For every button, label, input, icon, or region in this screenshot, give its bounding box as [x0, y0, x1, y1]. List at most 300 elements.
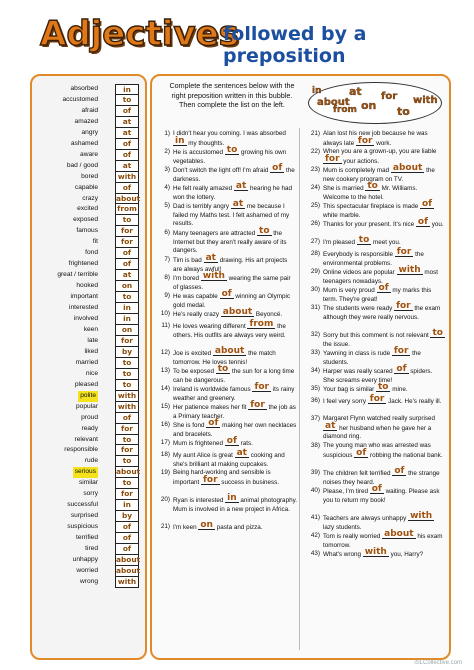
adjective-label: tired	[85, 545, 98, 553]
sentence-text-after: the issue.	[323, 340, 350, 348]
sentence-number: 39)	[310, 469, 320, 476]
sentence-text-before: She is married	[323, 185, 364, 192]
answer-blank[interactable]: about	[214, 346, 245, 356]
sentence-number: 23)	[310, 166, 320, 173]
sentence-text-before: Tom is really worried	[323, 533, 381, 540]
sentence-text-before: Thanks for your present. It's nice	[323, 221, 415, 228]
sentence-text-before: The students were ready	[323, 305, 393, 312]
preposition-cell[interactable]: in	[115, 84, 139, 95]
answer-blank[interactable]: of	[272, 163, 283, 173]
answer-blank[interactable]: at	[235, 181, 247, 191]
sentence-number: 36)	[310, 397, 320, 404]
preposition-cell[interactable]: to	[115, 292, 139, 303]
adjective-label: involved	[73, 315, 98, 323]
adjective-item	[32, 281, 98, 292]
sentence-text-after: rats.	[240, 440, 253, 447]
adjective-label: suspicious	[67, 523, 98, 531]
answer-blank[interactable]: about	[392, 163, 423, 173]
preposition-cell[interactable]: to	[115, 95, 139, 106]
adjective-item	[32, 347, 98, 358]
bubble-word: for	[381, 91, 398, 102]
adjective-label: pleased	[74, 380, 98, 388]
sentence-text-after: hearing he had won the lottery.	[173, 185, 293, 201]
preposition-cell[interactable]: of	[115, 522, 139, 533]
sentence-number: 21)	[160, 523, 170, 530]
sentence-text-before: Her patience makes her fit	[173, 404, 247, 411]
sentence-text-before: Ireland is worldwide famous	[173, 386, 251, 393]
preposition-cell[interactable]: of	[115, 139, 139, 150]
answer-blank[interactable]: in	[175, 135, 185, 146]
adjective-label: fit	[92, 238, 98, 246]
adjective-item	[32, 456, 98, 467]
preposition-cell[interactable]: from	[115, 204, 139, 215]
preposition-cell[interactable]: for	[115, 226, 139, 237]
bubble-word: about	[317, 97, 350, 108]
adjective-item	[32, 566, 98, 577]
adjective-item	[32, 478, 98, 489]
sentence-text-after: winning an Olympic gold medal.	[173, 293, 291, 309]
sentence-text-after: his exam tomorrow.	[323, 533, 443, 549]
sentence-number: 22)	[310, 148, 320, 155]
adjective-item	[32, 577, 98, 588]
sentence-number: 28)	[310, 250, 320, 257]
sentence-number: 26)	[310, 220, 320, 227]
answer-blank[interactable]: from	[249, 319, 274, 329]
sentence-text-before: Online videos are popular	[323, 269, 395, 276]
adjective-item	[32, 215, 98, 226]
answer-blank[interactable]: at	[236, 448, 247, 458]
adjective-label: angry	[81, 128, 98, 136]
preposition-cell[interactable]: to	[115, 369, 139, 380]
sentence-text-before: He was capable	[173, 293, 218, 300]
answer-blank[interactable]: of	[226, 436, 237, 446]
adjective-item	[32, 106, 98, 117]
answer-blank[interactable]: at	[205, 253, 216, 263]
answer-blank[interactable]: to	[432, 328, 443, 338]
adjective-label: terrified	[76, 534, 98, 542]
answer-blank[interactable]: of	[208, 418, 219, 428]
answer-blank[interactable]: of	[356, 447, 367, 458]
sentence-text-after: growing his own vegetables.	[173, 149, 287, 165]
adjective-item	[32, 194, 98, 205]
sentence-text-after: cooking and she's brilliant at making cupcakes.	[173, 452, 285, 468]
sentence-text-before: Teachers are always unhappy	[323, 515, 407, 522]
adjective-label: bored	[81, 172, 98, 180]
sentence-text-before: Please, I'm tired	[323, 488, 368, 495]
sentence-text-after: Jack. He's really ill.	[388, 398, 442, 405]
sentence-text-after: meet you.	[373, 239, 401, 246]
adjective-label: afraid	[81, 106, 98, 114]
sentence-text-before: Yawning in class is rude	[323, 350, 391, 357]
adjective-label: famous	[76, 227, 98, 235]
sentence-text-after: waiting. Please ask you to return my book!	[323, 488, 440, 504]
answer-blank[interactable]: of	[394, 466, 405, 476]
worksheet	[2, 2, 472, 668]
sentence-text-after: the Internet but they aren't really aware of its dangers.	[173, 230, 287, 255]
adjective-item	[32, 183, 98, 194]
sentence-number: 17)	[160, 439, 170, 446]
sentence-text-after: animal photography. Mum is involved in a new project in Africa.	[173, 497, 297, 513]
answer-blank[interactable]: of	[221, 289, 232, 299]
answer-blank[interactable]: of	[371, 484, 382, 494]
preposition-cell[interactable]: with	[115, 172, 139, 183]
sentence-number: 1)	[164, 130, 170, 137]
sentence-text-before: He loves wearing different	[173, 323, 246, 330]
adjective-label: important	[70, 293, 98, 301]
sentence-number: 13)	[160, 367, 170, 374]
preposition-cell[interactable]: with	[115, 391, 139, 402]
preposition-cell[interactable]: to	[115, 358, 139, 369]
sentence-text-before: To be exposed	[173, 368, 214, 375]
adjective-item	[32, 445, 98, 456]
sentence-text-after: making her own necklaces and bracelets.	[173, 422, 297, 438]
answer-blank[interactable]: for	[254, 382, 269, 392]
preposition-cell[interactable]: of	[115, 259, 139, 270]
sentence-number: 19)	[160, 469, 170, 476]
sentence-text-after: pasta and pizza.	[216, 524, 263, 531]
sentence-text-before: Tim is bad	[173, 257, 202, 264]
preposition-cell[interactable]: at	[115, 117, 139, 128]
answer-blank[interactable]: for	[325, 153, 340, 164]
preposition-cell[interactable]: to	[115, 215, 139, 226]
adjective-item	[32, 314, 98, 325]
sentence-text-before: Harper was really scared	[323, 368, 393, 375]
preposition-cell[interactable]: with	[115, 577, 139, 588]
sentence-text-before: Your bag is similar	[323, 386, 375, 393]
sentence-text-after: the job as a Primary teacher.	[173, 404, 296, 420]
adjective-label: capable	[74, 183, 98, 191]
preposition-cell[interactable]: in	[115, 303, 139, 314]
preposition-cell[interactable]: on	[115, 325, 139, 336]
preposition-cell[interactable]: of	[115, 413, 139, 424]
preposition-cell[interactable]: of	[115, 183, 139, 194]
adjective-item	[32, 358, 98, 369]
adjective-item	[32, 467, 98, 478]
sentence-text-before: He felt really amazed	[173, 185, 233, 192]
sentence-number: 29)	[310, 268, 320, 275]
sentence-text-after: your actions.	[343, 157, 379, 165]
adjective-item	[32, 413, 98, 424]
sentence-text-before: When you are a grown-up, you are liable	[323, 148, 437, 155]
adjective-item	[32, 435, 98, 446]
adjective-label: interested	[69, 304, 98, 312]
answer-blank[interactable]: to	[259, 226, 270, 236]
sentence-text-after: robbing the national bank.	[370, 451, 443, 459]
adjective-label: successful	[67, 501, 98, 509]
preposition-cell[interactable]: to	[115, 380, 139, 391]
adjective-label: frightened	[68, 260, 98, 268]
answer-blank[interactable]: for	[369, 394, 385, 404]
adjective-label: excited	[77, 205, 98, 213]
sentence-number: 33)	[310, 349, 320, 356]
sentence-number: 27)	[310, 238, 320, 245]
sentence-number: 7)	[164, 256, 170, 263]
sentence-text-after: its rainy weather and greenery.	[173, 386, 295, 402]
adjective-item	[32, 84, 98, 95]
answer-blank[interactable]: for	[357, 135, 373, 146]
preposition-cell[interactable]: about	[116, 554, 141, 564]
adjective-item	[32, 237, 98, 248]
sentence-text-after: you.	[431, 221, 444, 228]
sentence-number: 8)	[164, 274, 170, 281]
preposition-cell[interactable]: at	[115, 161, 139, 172]
bubble-word: on	[361, 99, 377, 112]
sentence-text-after: Beyoncé.	[255, 311, 283, 318]
sentence-text-after: most teenagers nowadays.	[323, 269, 439, 285]
adjective-item	[32, 544, 98, 555]
adjective-label: hooked	[76, 282, 98, 290]
sentence-text-before: Alan lost his new job because he was always late	[323, 130, 428, 147]
sentence-number: 15)	[160, 403, 170, 410]
adjective-item	[32, 336, 98, 347]
sentence-number: 2)	[164, 148, 170, 155]
answer-blank[interactable]: to	[217, 364, 229, 374]
preposition-cell[interactable]: for	[115, 424, 139, 435]
sentence-text-after: the environmental problems.	[323, 251, 424, 267]
sentence-number: 14)	[160, 385, 170, 392]
sentence-text-before: I didn't hear you coming. I was absorbed	[173, 130, 286, 137]
sentence-number: 10)	[160, 310, 170, 317]
answer-blank[interactable]: for	[393, 346, 409, 356]
answer-blank[interactable]: to	[377, 382, 389, 392]
sentence-text-before: What's wrong	[323, 551, 361, 558]
preposition-cell[interactable]: of	[115, 150, 139, 161]
worksheet-title	[10, 8, 470, 68]
sentence-number: 35)	[310, 385, 320, 392]
adjective-label: late	[87, 336, 98, 344]
sentence-text-before: Being hard-working and sensible is important	[173, 469, 271, 486]
answer-blank[interactable]: on	[200, 520, 213, 530]
adjective-label: relevant	[74, 435, 98, 443]
adjective-item	[32, 380, 98, 391]
adjective-item	[32, 248, 98, 259]
sentence-text-after: the strange noises they heard.	[323, 470, 440, 486]
preposition-cell[interactable]: about	[116, 565, 141, 575]
sentence-number: 37)	[310, 415, 320, 422]
adjective-item	[32, 325, 98, 336]
preposition-cell[interactable]: to	[115, 435, 139, 446]
adjective-item	[32, 150, 98, 161]
answer-blank[interactable]: about	[222, 307, 253, 317]
answer-blank[interactable]: of	[396, 364, 407, 374]
sentence-text-before: I'm pleased	[323, 239, 356, 246]
sentence-text-after: success in business.	[221, 478, 280, 486]
sentence-number: 25)	[310, 202, 320, 209]
sentence-text-after: her husband when he gave her a diamond ring.	[323, 424, 432, 441]
preposition-cell[interactable]: about	[116, 193, 141, 203]
preposition-cell[interactable]: to	[115, 456, 139, 467]
sentence-number: 21)	[310, 130, 320, 137]
adjective-item	[32, 292, 98, 303]
sentence-text-before: Ryan is interested	[173, 497, 224, 504]
bubble-word: to	[397, 105, 410, 118]
preposition-cell[interactable]: of	[115, 544, 139, 555]
adjective-item	[32, 95, 98, 106]
preposition-cell[interactable]: of	[115, 248, 139, 259]
sentence-text-after: wearing the same pair of glasses.	[173, 275, 291, 291]
preposition-bubble	[308, 82, 442, 124]
adjective-item	[32, 369, 98, 380]
answer-blank[interactable]: of	[417, 217, 429, 227]
sentence-text-before: She is fond	[173, 422, 205, 429]
answer-blank[interactable]: with	[398, 265, 421, 275]
adjective-label: surprised	[70, 512, 98, 520]
sentence-text-before: Dad is terribly angry	[173, 203, 229, 210]
preposition-cell[interactable]: of	[115, 106, 139, 117]
sentence-text-before: The young man who was arrested was suspicious	[323, 442, 431, 459]
sentence-number: 16)	[160, 421, 170, 428]
title-main: Adjectives	[40, 14, 239, 54]
answer-blank[interactable]: to	[226, 145, 238, 155]
sentence-text-after: mine.	[392, 386, 408, 393]
sentence-number: 11)	[161, 322, 170, 329]
answer-blank[interactable]: about	[384, 529, 414, 539]
answer-blank[interactable]: with	[410, 511, 433, 521]
sentence-text-after: the students.	[323, 350, 421, 366]
sentence-text-before: Mum is completely mad	[323, 167, 390, 174]
sentence-text-after: work.	[376, 139, 392, 147]
sentence-text-before: He is accustomed	[173, 149, 224, 156]
adjective-item	[32, 500, 98, 511]
adjective-label: liked	[84, 347, 98, 355]
preposition-cell[interactable]: at	[115, 128, 139, 139]
preposition-cell[interactable]: for	[115, 445, 139, 456]
preposition-cell[interactable]: on	[115, 281, 139, 292]
answer-blank[interactable]: with	[202, 271, 225, 281]
footer-credit: iSLCollective.com	[414, 660, 462, 666]
answer-blank[interactable]: to	[358, 235, 370, 245]
preposition-answer-column	[115, 84, 139, 588]
answer-blank[interactable]: for	[396, 301, 411, 311]
preposition-cell[interactable]: in	[115, 500, 139, 511]
sentence-number: 12)	[160, 349, 170, 356]
column-divider	[299, 128, 300, 650]
adjective-label: bad / good	[66, 161, 98, 169]
adjective-item	[32, 489, 98, 500]
preposition-cell[interactable]: for	[115, 336, 139, 347]
sentence-number: 41)	[310, 514, 320, 521]
answer-blank[interactable]: in	[227, 493, 237, 503]
answer-blank[interactable]: for	[250, 400, 265, 410]
sentence-text-after: Mr. Williams. Welcome to the hotel.	[323, 185, 418, 201]
sentence-text-after: spiders. She screams every time!	[323, 368, 433, 384]
answer-blank[interactable]: for	[396, 247, 412, 257]
sentence-text-before: Mum is very proud	[323, 287, 375, 294]
answer-blank[interactable]: to	[367, 181, 378, 191]
answer-blank[interactable]: at	[232, 199, 244, 209]
sentence-text-after: lazy students.	[323, 523, 362, 531]
sentence-text-before: Margaret Flynn watched really surprised	[323, 415, 435, 422]
sentence-number: 40)	[310, 487, 320, 494]
adjective-item	[32, 303, 98, 314]
sentence-text-before: I feel very sorry	[323, 398, 367, 405]
sentence-number: 18)	[160, 451, 170, 458]
answer-blank[interactable]: with	[364, 547, 387, 557]
sentence-number: 24)	[310, 184, 320, 191]
adjective-label: absorbed	[70, 85, 98, 92]
adjective-label: similar	[78, 479, 98, 487]
adjective-label: wrong	[80, 577, 98, 585]
preposition-cell[interactable]: for	[115, 489, 139, 500]
sentence-text-after: the sun for a long time can be dangerous.	[173, 368, 295, 384]
sentence-text-after: my thoughts.	[188, 139, 225, 147]
sentence-text-after: the others. His outfits are always very weird.	[173, 323, 286, 339]
adjective-item	[32, 533, 98, 544]
answer-blank[interactable]: of	[421, 199, 433, 209]
adjective-item	[32, 270, 98, 281]
adjective-label: sorry	[83, 490, 98, 498]
sentence-text-before: My aunt Alice is great	[173, 452, 233, 459]
adjective-label: fond	[85, 249, 98, 257]
adjective-item	[32, 139, 98, 150]
adjective-item	[32, 511, 98, 522]
adjective-item	[32, 172, 98, 183]
adjective-label: crazy	[82, 194, 98, 202]
preposition-cell[interactable]: with	[115, 402, 139, 413]
adjective-item	[32, 259, 98, 270]
sentence-number: 30)	[310, 286, 320, 293]
adjective-label: accustomed	[62, 95, 98, 103]
bubble-word: at	[349, 85, 362, 98]
adjective-item	[32, 161, 98, 172]
bubble-word: from	[333, 105, 357, 115]
adjective-label: ready	[81, 424, 98, 432]
preposition-cell[interactable]: by	[115, 347, 139, 358]
adjective-item	[32, 226, 98, 237]
adjective-label: married	[75, 358, 98, 366]
sentence-text-before: Joe is excited	[173, 350, 212, 357]
sentence-number: 5)	[164, 202, 170, 209]
sentence-number: 20)	[160, 496, 170, 503]
sentence-text-before: I'm keen	[173, 524, 197, 531]
sentence-number: 3)	[164, 166, 170, 173]
preposition-cell[interactable]: in	[115, 314, 139, 325]
preposition-cell[interactable]: at	[115, 270, 139, 281]
adjective-label: responsible	[64, 446, 98, 454]
sentence-number: 42)	[310, 532, 320, 539]
answer-blank[interactable]: of	[378, 283, 389, 293]
adjective-item	[32, 555, 98, 566]
preposition-cell[interactable]: by	[115, 511, 139, 522]
adjective-item	[32, 117, 98, 128]
adjective-label: polite	[78, 391, 98, 402]
preposition-cell[interactable]: of	[115, 533, 139, 544]
sentence-text-after: me because I failed my Maths test. I felt ashamed of my results.	[173, 203, 290, 228]
preposition-cell[interactable]: to	[115, 478, 139, 489]
adjective-item	[32, 522, 98, 533]
title-sub: followed by a preposition	[223, 23, 367, 67]
adjective-label: aware	[80, 150, 98, 158]
sentence-number: 9)	[164, 292, 170, 299]
sentence-text-before: Everybody is responsible	[323, 251, 394, 258]
sentence-text-before: I'm bored	[173, 275, 200, 282]
sentence-number: 34)	[310, 367, 320, 374]
preposition-cell[interactable]: about	[116, 467, 141, 477]
answer-blank[interactable]: for	[203, 474, 218, 485]
instructions: Complete the sentences below with the right preposition written in this bubble. Then complete the list on the left.	[169, 81, 295, 110]
sentence-text-after: the exam although they were really nervous.	[323, 305, 441, 321]
adjective-item	[32, 128, 98, 139]
sentence-text-after: the darkness.	[173, 167, 295, 183]
sentence-text-before: Don't switch the light off! I'm afraid	[173, 167, 269, 174]
answer-blank[interactable]: at	[325, 420, 336, 431]
adjective-item	[32, 424, 98, 435]
sentence-text-after: white marble.	[323, 211, 361, 219]
bubble-word: in	[312, 86, 322, 96]
sentence-text-after: my marks this term. They're great!	[323, 287, 432, 303]
preposition-cell[interactable]: for	[115, 237, 139, 248]
adjective-label: popular	[76, 402, 98, 410]
